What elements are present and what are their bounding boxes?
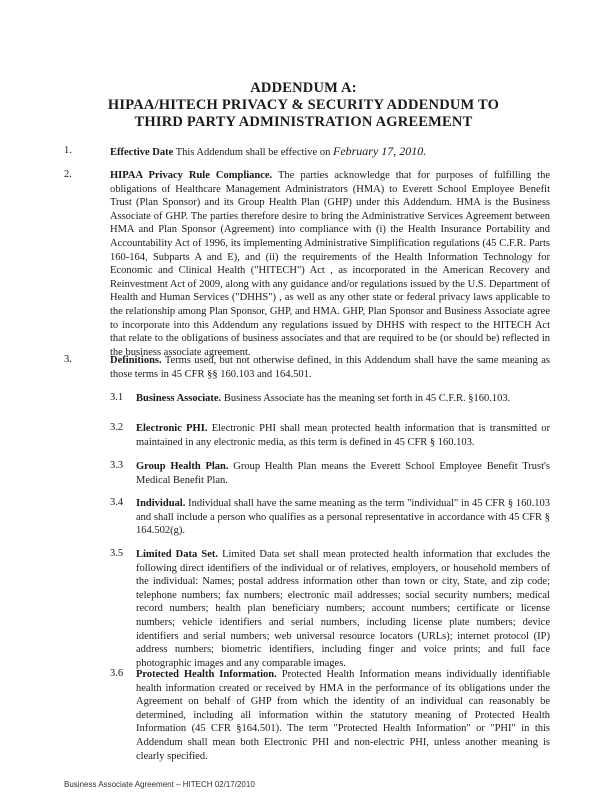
section-heading: Effective Date [110, 147, 174, 158]
subsection-number: 3.4 [110, 497, 124, 508]
section-heading: Definitions. [110, 355, 162, 366]
definition-protected-health-information [136, 668, 550, 763]
subsection-number: 3.5 [110, 548, 124, 559]
section-text: This Addendum shall be effective on [175, 147, 333, 158]
subsection-number: 3.1 [110, 392, 124, 403]
definition-term: Business Associate. [136, 393, 222, 404]
page-footer: Business Associate Agreement – HITECH 02/17/2010 [64, 780, 255, 789]
agreement-title: THIRD PARTY ADMINISTRATION AGREEMENT [134, 114, 473, 130]
definition-text: Individual shall have the same meaning as the term "individual" in 45 CFR § 160.103 and shall include a person who qualifies as a personal representative in accordance with 45 CFR § 164.502(g). [136, 498, 550, 537]
definition-text: Group Health Plan means the Everett School Employee Benefit Trust's Medical Benefit Plan. [136, 461, 550, 486]
addendum-title: ADDENDUM A: [250, 80, 357, 96]
definition-text: Protected Health Information means individually identifiable health information created or received by HMA in the performance of its obligations under the Agreement on behalf of GHP from which the identity of an individual can reasonably be determined, including all information within the statutory meaning of Protected Health Information (45 CFR §164.501). The term "Protected Health Information" or "PHI" in this Addendum shall mean both Electronic PHI and non-electric PHI, unless another meaning is clearly specified. [136, 669, 550, 762]
section-heading: HIPAA Privacy Rule Compliance. [110, 170, 273, 181]
definition-business-associate [136, 392, 550, 406]
definition-group-health-plan [136, 460, 550, 487]
definition-term: Limited Data Set. [136, 549, 218, 560]
definition-electronic-phi [136, 422, 550, 449]
definition-text: Limited Data set shall mean protected health information that excludes the following direct identifiers of the individual or of relatives, employers, or household members of the individual: Names; postal address information other than town or city, State, and zip code; telephone numbers; fax numbers; electronic mail addresses; social security numbers; medical record numbers; health plan beneficiary numbers; account numbers; certificate or license numbers; vehicle identifiers and serial numbers, including license plate numbers; device identifiers and serial numbers; web universal resource locators (URLs); internet protocol (IP) address numbers; biometric identifiers, including finger and voice prints; and full face photographic images and any comparable images. [136, 549, 550, 669]
section-privacy-compliance [110, 169, 550, 359]
section-effective-date [110, 145, 550, 160]
subsection-number: 3.2 [110, 422, 124, 433]
section-number: 3. [64, 354, 72, 365]
definition-term: Group Health Plan. [136, 461, 229, 472]
subsection-number: 3.3 [110, 460, 124, 471]
section-definitions [110, 354, 550, 381]
subsection-number: 3.6 [110, 668, 124, 679]
definition-term: Electronic PHI. [136, 423, 208, 434]
definition-text: Electronic PHI shall mean protected health information that is transmitted or maintained in any electronic media, as this term is defined in 45 CFR § 160.103. [136, 423, 551, 448]
section-number: 1. [64, 145, 72, 156]
addendum-subtitle: HIPAA/HITECH PRIVACY & SECURITY ADDENDUM TO [107, 97, 500, 113]
definition-term: Protected Health Information. [136, 669, 277, 680]
definition-individual [136, 497, 550, 538]
section-number: 2. [64, 169, 72, 180]
section-text: Terms used, but not otherwise defined, in this Addendum shall have the same meaning as those terms in 45 CFR §§ 160.103 and 164.501. [110, 355, 551, 380]
definition-text: Business Associate has the meaning set forth in 45 C.F.R. §160.103. [223, 393, 511, 404]
section-text: The parties acknowledge that for purposes of fulfilling the obligations of Healthcare Management Administrators (HMA) to Everett School Employee Benefit Trust (Plan Sponsor) and its Group Health Plan (GHP) under this Addendum. HMA is the Business Associate of GHP. The parties therefore desire to bring the Administrative Services Agreement between HMA and Plan Sponsor (Agreement) into compliance with (i) the Health Insurance Portability and Accountability Act of 1996, its implementing Administrative Simplification regulations (45 C.F.R. Parts 160-164, Subparts A and E), and (ii) the requirements of the Health Information Technology for Economic and Clinical Health ("HITECH") Act , as incorporated in the American Recovery and Reinvestment Act of 2009, along with any guidance and/or regulations issued by the U.S. Department of Health and Human Services ("DHHS") , as well as any other state or federal privacy laws applicable to the relationship among Plan Sponsor, GHP, and HMA. GHP, Plan Sponsor and Business Associate agree to incorporate into this Addendum any regulations issued by DHHS with respect to the HITECH Act that relate to the obligations of business associates and that are required to be (or should be) reflected in the business associate agreement. [110, 170, 550, 358]
effective-date: February 17, 2010. [332, 144, 427, 158]
definition-limited-data-set [136, 548, 550, 670]
definition-term: Individual. [136, 498, 186, 509]
